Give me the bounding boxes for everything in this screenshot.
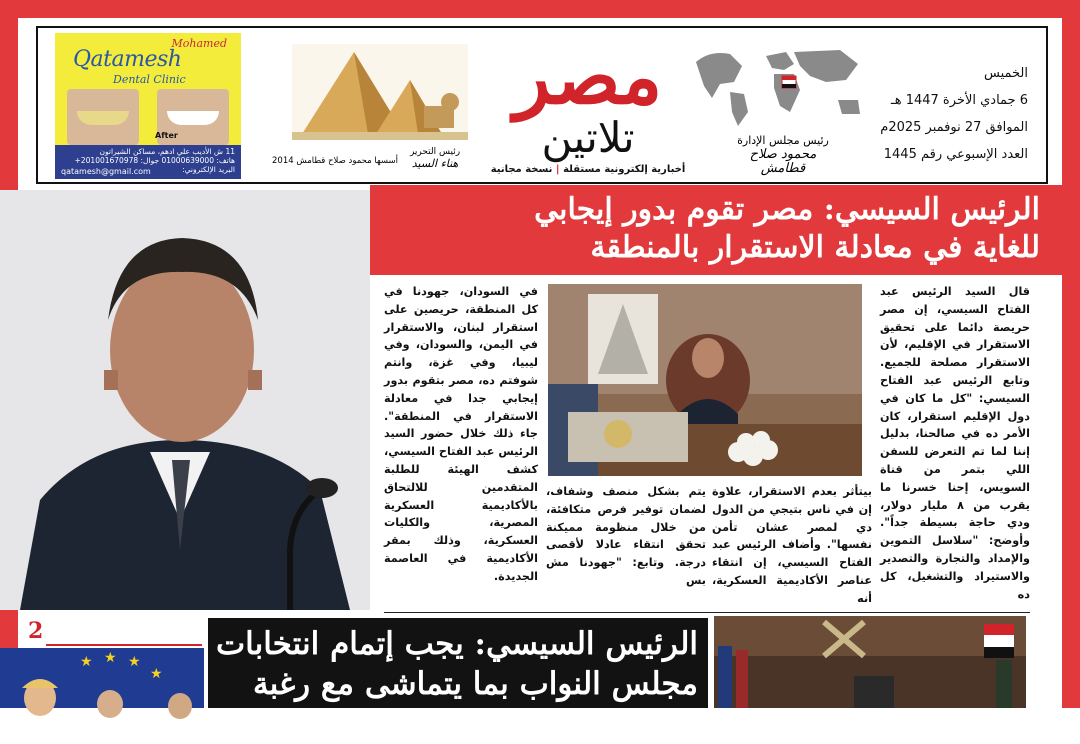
page-number: 2 (28, 618, 44, 644)
hijri-date: 6 جمادي الأخرة 1447 هـ (890, 93, 1028, 108)
secondary-headline-block[interactable] (208, 618, 708, 742)
issue-number: العدد الإسبوعي رقم 1445 (883, 147, 1028, 162)
secondary-headline-line2: مجلس النواب بما يتماشى مع رغبة الشعب (252, 666, 698, 742)
ad-email-label: البريد الإلكتروني: (182, 165, 235, 174)
tagline-separator: | (555, 164, 560, 175)
chairman-credit (728, 134, 838, 176)
tagline-b: نسخة مجانية (490, 164, 553, 175)
article-column-2: بيتأثر بعدم الاستقرار، علاوة إن في ناس بتيجي من الدول دي لمصر عشان تأمن نفسها". وأضاف الرئيس عبد الفتاح السيسي، إن انتقاء عناصر الأكاديمية العسكرية، أنه (712, 485, 872, 605)
ceremony-photo (714, 616, 1026, 708)
ad-brand-sub: Dental Clinic (113, 73, 186, 86)
page-number-marker (0, 618, 204, 646)
svg-text:★: ★ (128, 654, 141, 670)
newspaper-logo[interactable] (468, 32, 708, 180)
ad-phones: هاتف: 01000639000 جوال: 201001670978+ (74, 156, 235, 165)
logo-tagline (468, 164, 708, 175)
ad-after-label: After (155, 131, 178, 140)
svg-text:★: ★ (150, 666, 163, 682)
logo-sub-text: تلاتين (541, 113, 635, 162)
article-column-1: قال السيد الرئيس عبد الفتاح السيسي، إن مصر حريصة دائما على تحقيق الاستقرار في الإقليم، لأن الاستقرار مصلحة للجميع. وتابع الرئيس عبد الفتاح السيسي: "كل ما كان في دول الإقليم استقرار، كان الأمر ده في صالحنا، بدليل إننا لما تم التعرض للسفن اللي بتمر من قناة السويس، إحنا خسرنا ما يقرب من ٨ مليار دولار، ودي حاجة بسيطة جداً". وأوضح: "سلاسل التموين والإمداد والتجارة والتصدير والاستيراد والتشغيل، كل ده (880, 285, 1030, 601)
main-headline-band[interactable] (370, 185, 1062, 275)
issue-dates (828, 60, 1028, 168)
gregorian-date: الموافق 27 نوفمبر 2025م (880, 120, 1028, 135)
editor-title: رئيس التحرير (409, 147, 461, 157)
editor-credit (404, 146, 466, 170)
pyramids-illustration (292, 44, 468, 140)
founded-label: أسسها (374, 156, 398, 166)
editor-name: هناء السيد (411, 157, 459, 170)
chairman-name: محمود صلاح قطامش (749, 147, 817, 176)
svg-text:★: ★ (104, 650, 117, 666)
secondary-headline-line1: الرئيس السيسي: يجب إتمام انتخابات (215, 626, 698, 662)
president-portrait-photo (0, 190, 370, 610)
chairman-title: رئيس مجلس الإدارة (737, 134, 829, 147)
president-academy-photo (548, 284, 862, 476)
founded-name: محمود صلاح قطامش 2014 (272, 156, 372, 166)
ad-brand-first: Mohamed (171, 37, 227, 50)
ad-address: 11 ش الأديب علي ادهم، مساكن الشيراتون (99, 147, 235, 156)
day-name: الخميس (984, 66, 1028, 81)
section-divider (384, 612, 1030, 613)
ad-email[interactable]: qatamesh@gmail.com (61, 167, 151, 176)
article-column-4: في السودان، جهودنا في كل المنطقة، حريصين على استقرار لبنان، والاستقرار في اليمن، والسودان، وفي ليبيا، وفي غزة، وانتم شوفتم ده، مصر بتقوم بدور إيجابي جدا في معادلة الاستقرار في المنطقة". جاء ذلك خلال حضور السيد الرئيس عبد الفتاح السيسي، كشف الهيئة للطلبة المتقدمين للالتحاق بالأكاديمية العسكرية المصرية، والكليات العسكرية، وذلك بمقر الأكاديمية في العاصمة الجديدة. (384, 285, 538, 583)
logo-main-text: مصر (513, 32, 663, 121)
svg-text:★: ★ (80, 654, 93, 670)
tagline-a: أخبارية إلكترونية مستقلة (563, 164, 686, 175)
page-number-line (46, 644, 202, 646)
eu-meeting-photo (0, 648, 204, 708)
main-headline-line1: الرئيس السيسي: مصر تقوم بدور إيجابي (534, 192, 1040, 227)
main-headline-line2: للغاية في معادلة الاستقرار بالمنطقة (590, 230, 1040, 265)
ad-brand-name: Qatamesh (73, 47, 182, 72)
before-teeth-image (67, 89, 139, 145)
founder-credit (270, 156, 400, 166)
dental-clinic-ad[interactable] (55, 33, 241, 179)
article-column-3: يتم بشكل منصف وشفاف، لضمان توفير فرص متكافئة، من خلال منظومة مميكنة تحقق انتقاء عادلا لأقصى درجة. وتابع: "جهودنا مش بس (546, 485, 706, 587)
